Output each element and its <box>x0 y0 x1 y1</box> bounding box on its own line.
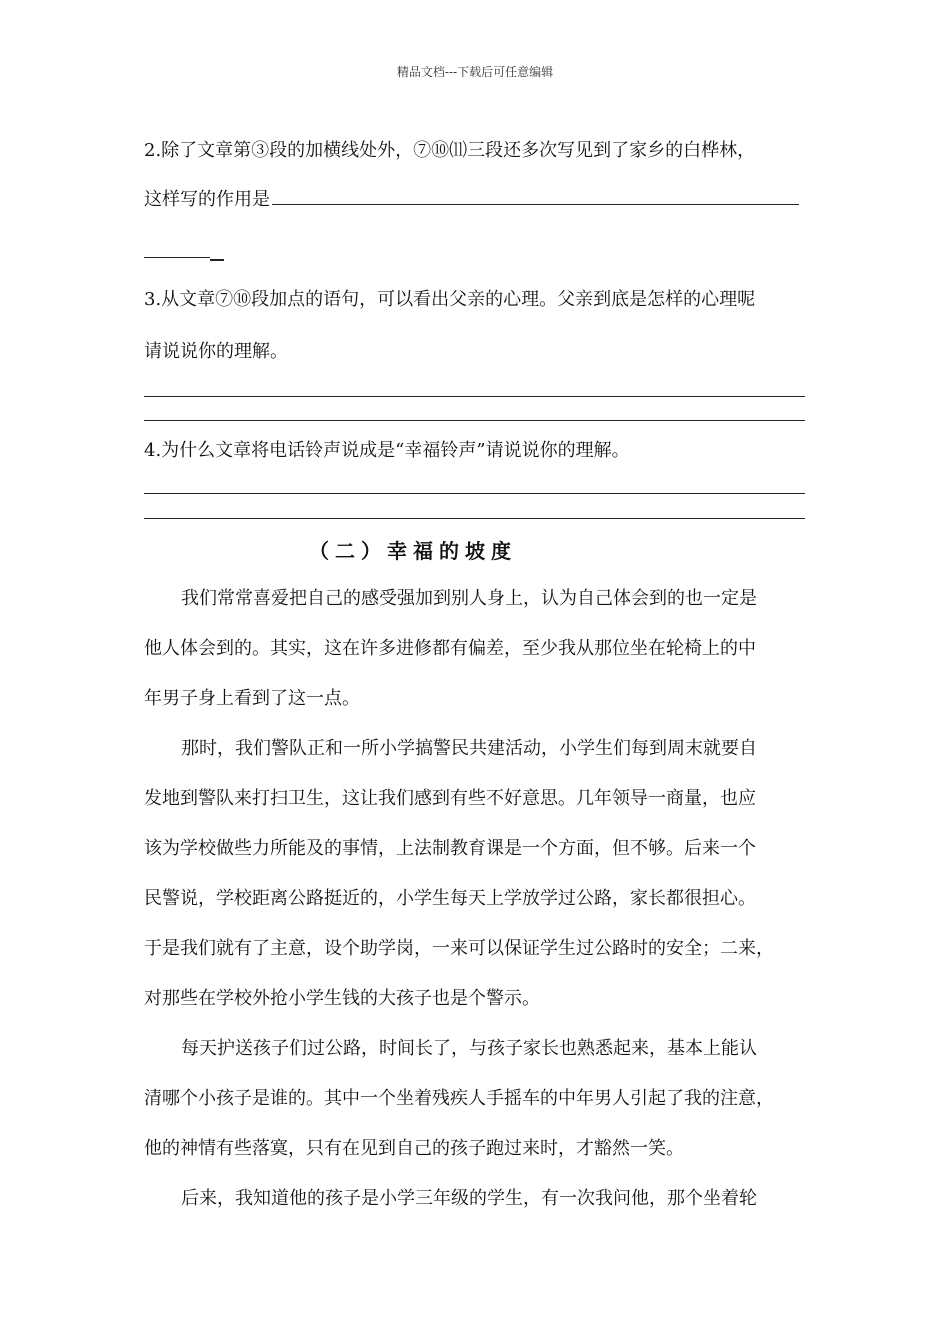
passage-line: 该为学校做些力所能及的事情，上法制教育课是一个方面，但不够。后来一个 <box>144 838 756 859</box>
passage-line: 对那些在学校外抢小学生钱的大孩子也是个警示。 <box>144 988 540 1009</box>
passage-line: 我们常常喜爱把自己的感受强加到别人身上，认为自己体会到的也一定是 <box>181 588 757 609</box>
passage-line: 民警说，学校距离公路挺近的，小学生每天上学放学过公路，家长都很担心。 <box>144 888 756 909</box>
answer-blank-continuation <box>144 257 210 258</box>
question-2-line-2 <box>144 187 814 213</box>
passage-line: 每天护送孩子们过公路，时间长了，与孩子家长也熟悉起来，基本上能认 <box>181 1038 757 1059</box>
answer-line <box>144 493 805 494</box>
page-header: 精品文档---下载后可任意编辑 <box>396 65 554 79</box>
answer-line <box>144 420 805 421</box>
answer-blank <box>272 203 799 205</box>
passage-line: 他的神情有些落寞，只有在见到自己的孩子跑过来时，才豁然一笑。 <box>144 1138 684 1159</box>
passage-line: 年男子身上看到了这一点。 <box>144 688 360 709</box>
question-2-prompt: 这样写的作用是 <box>144 189 270 210</box>
answer-blank-end-mark <box>210 259 224 261</box>
answer-line <box>144 396 805 397</box>
passage-line: 后来，我知道他的孩子是小学三年级的学生，有一次我问他，那个坐着轮 <box>181 1188 757 1209</box>
passage-line: 清哪个小孩子是谁的。其中一个坐着残疾人手摇车的中年男人引起了我的注意， <box>144 1088 774 1109</box>
passage-line: 那时，我们警队正和一所小学搞警民共建活动，小学生们每到周末就要自 <box>181 738 757 759</box>
passage-line: 发地到警队来打扫卫生，这让我们感到有些不好意思。几年领导一商量，也应 <box>144 788 756 809</box>
question-3-line-1: 3.从文章⑦⑩段加点的语句，可以看出父亲的心理。父亲到底是怎样的心理呢 <box>144 289 756 310</box>
question-2-line-1: 2.除了文章第③段的加横线处外，⑦⑩⑾三段还多次写见到了家乡的白桦林， <box>144 140 756 161</box>
question-3-line-2: 请说说你的理解。 <box>144 341 288 362</box>
section-title: （二）幸福的坡度 <box>309 539 517 563</box>
passage-line: 他人体会到的。其实，这在许多进修都有偏差，至少我从那位坐在轮椅上的中 <box>144 638 756 659</box>
question-4-line-1: 4.为什么文章将电话铃声说成是“幸福铃声”请说说你的理解。 <box>144 440 630 461</box>
passage-line: 于是我们就有了主意，设个助学岗，一来可以保证学生过公路时的安全；二来， <box>144 938 774 959</box>
answer-line <box>144 518 805 519</box>
